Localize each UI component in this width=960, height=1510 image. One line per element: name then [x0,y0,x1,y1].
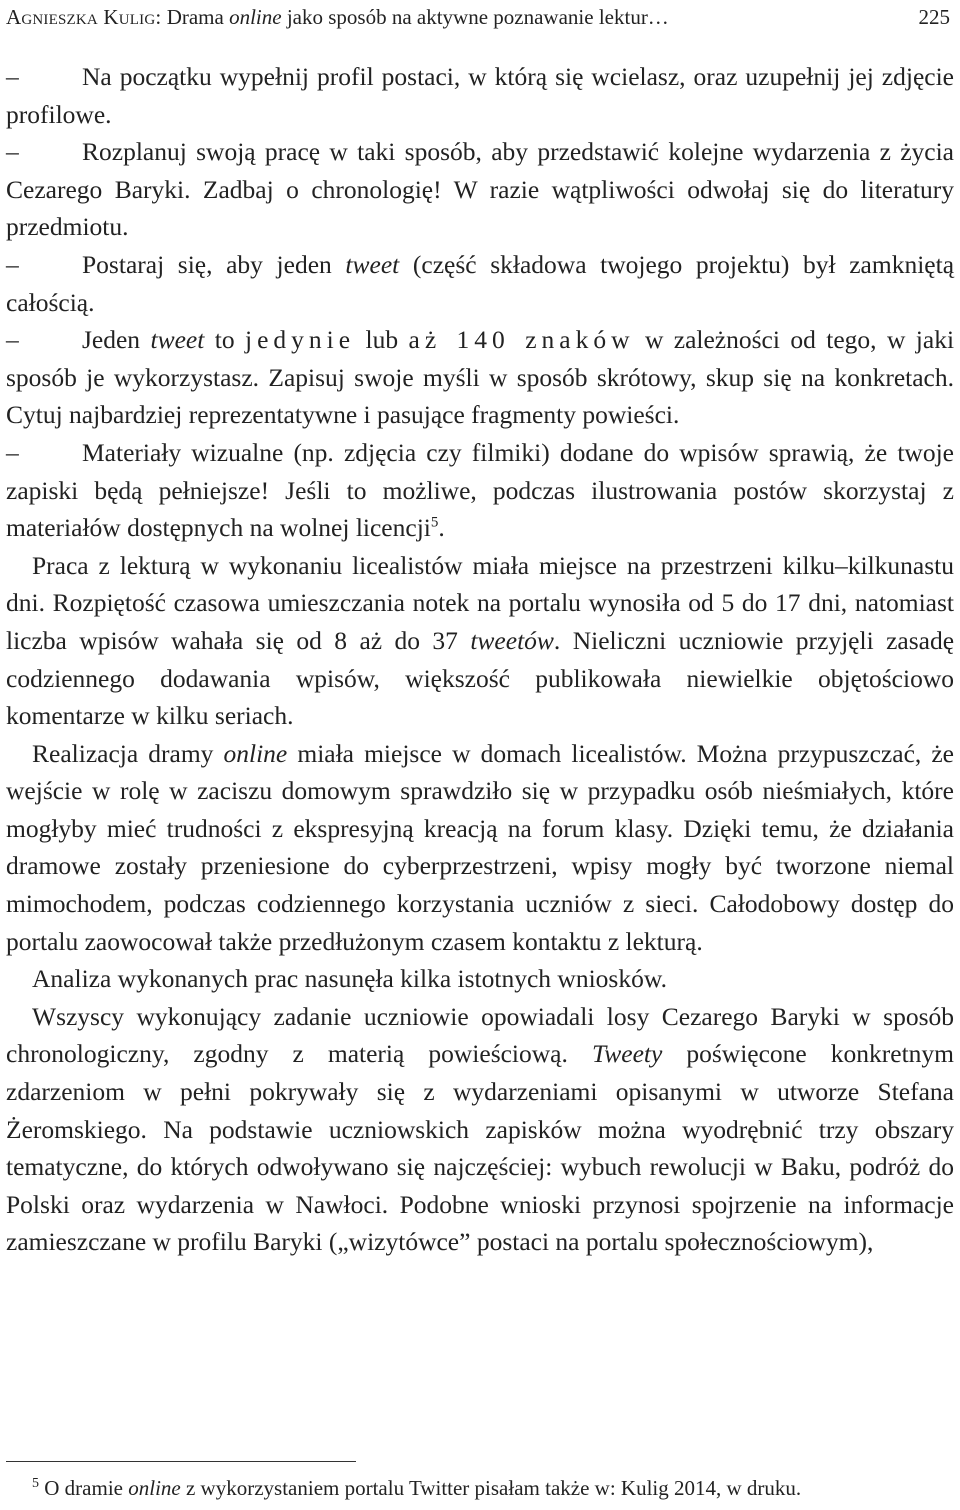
page [6,0,956,1500]
list-item [6,133,954,246]
page-number: 225 [918,5,950,29]
list-dash: – [6,137,19,167]
paragraph-text: poświęcone konkretnym zdarzeniom w pełni pokrywały się z wydarzeniami opisanymi w utworze Stefana Żeromskiego. Na podstawie uczniowskich zapisków można wyodrębnić trzy obszary tematyczne, do których odwoływano się najczęściej: wybuch rewolucji w Baku, podróż do Polski oraz wydarzenia w Nawłoci. Podobne wnioski przynosi spojrzenie na informacje zamieszczane w profilu Baryki („wizytówce” postaci na portalu społecznościowym), [6,1039,955,1257]
running-header [6,0,956,34]
list-item-text: to [214,325,235,355]
footnote-ref[interactable]: 5 [430,514,439,531]
paragraph-italic: tweetów [470,625,554,655]
list-item-text: Na początku wypełnij profil postaci, w którą się wcielasz, oraz uzupełnij jej zdjęcie profilowe. [6,62,954,129]
paragraph [6,998,954,1261]
paragraph-text: Wszyscy wykonujący zadanie uczniowie opowiadali losy Cezarego Baryki w sposób chronologiczny, zgodny z materią powieściową. [6,1001,954,1069]
list-dash: – [6,249,19,279]
header-title-part1: Drama [166,5,224,29]
paragraph [6,547,954,735]
list-item-text: . [438,513,445,543]
list-item [6,434,954,547]
footnote-mark: 5 [32,1476,39,1491]
paragraph [6,960,954,998]
header-title-italic: online [229,5,282,29]
list-item [6,246,954,321]
list-item-text: (część składowa twojego projektu) był zamkniętą całością. [6,249,955,317]
paragraph-text: miała miejsce w domach licealistów. Można przypuszczać, że wejście w rolę w zaciszu domowym sprawdziło się w przypadku osób nieśmiałych, które mogłyby mieć trudności z ekspresyjną kreacją na forum klasy. Dzięki temu, że działania dramowe zostały przeniesione do cyberprzestrzeni, wpisy mogły być tworzone niemal mimochodem, podczas codziennego korzystania uczniów z sieci. Całodobowy dostęp do portalu zaowocował także przedłużonym czasem kontaktu z lekturą. [6,738,954,956]
list-item [6,321,954,434]
list-item-text: w zależności od tego, w jaki sposób je wykorzystasz. Zapisuj swoje myśli w sposób skrótowy, skup się na konkretach. Cytuj najbardziej reprezentatywne i pasujące fragmenty powieści. [6,325,955,430]
header-title-part2: jako sposób na aktywne poznawanie lektur… [286,5,669,29]
list-item-text: Postaraj się, aby jeden [82,249,332,279]
paragraph-text: Praca z lekturą w wykonaniu licealistów miała miejsce na przestrzeni kilku–kilkunastu dni. Rozpiętość czasowa umieszczania notek na portalu wynosiła od 5 do 17 dni, natomiast liczba wpisów wahała się od 8 aż do 37 [6,550,954,655]
header-author: Agnieszka Kulig: [6,5,162,29]
list-item-italic: tweet [345,249,400,279]
list-item-emphasis: aż 140 znaków [408,325,635,355]
paragraph-text: Realizacja dramy [32,738,214,768]
list-dash: – [6,62,19,91]
list-item-text: Rozplanuj swoją pracę w taki sposób, aby przedstawić kolejne wydarzenia z życia Cezarego Baryki. Zadbaj o chronologię! W razie wątpliwości odwołaj się do literatury przedmiotu. [6,137,954,242]
list-dash: – [6,437,19,467]
footnote [32,1473,960,1503]
body-text [6,58,954,1261]
paragraph-text: Analiza wykonanych prac nasunęła kilka istotnych wniosków. [32,964,667,994]
list-item-emphasis: jedynie [245,325,356,355]
list-item-text: Jeden [82,325,141,355]
list-item-text: lub [365,325,399,355]
list-item [6,58,954,133]
paragraph [6,735,954,961]
list-item-italic: tweet [150,325,205,355]
paragraph-italic: online [223,738,288,768]
list-item-text: Materiały wizualne (np. zdjęcia czy filmiki) dodane do wpisów sprawią, że twoje zapiski będą pełniejsze! Jeśli to możliwe, podczas ilustrowania postów skorzystaj z materiałów dostępnych na wolnej licencji [6,437,954,543]
footnote-divider [6,1461,356,1462]
paragraph-italic: Tweety [591,1039,663,1069]
paragraph-text: . Nieliczni uczniowie przyjęli zasadę codziennego dodawania wpisów, większość publikowała niewielkie objętościowo komentarze w kilku seriach. [6,625,955,731]
footnote-text: z wykorzystaniem portalu Twitter pisałam także w: Kulig 2014, w druku. [185,1476,802,1500]
footnote-text: O dramie [44,1476,123,1500]
list-dash: – [6,325,19,355]
footnote-italic: online [128,1476,181,1500]
